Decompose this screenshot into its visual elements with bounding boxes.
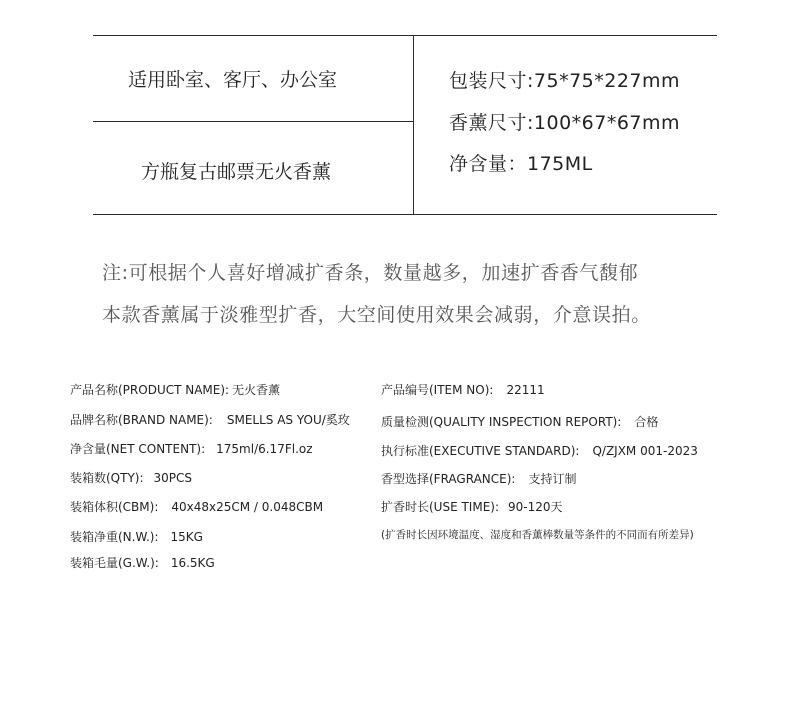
note-line-1: 注:可根据个人喜好增减扩香条，数量越多，加速扩香香气馥郁 (102, 262, 639, 284)
table-top-border (93, 35, 717, 36)
info-value: 22111 (506, 383, 545, 397)
spec-table (93, 35, 717, 215)
info-item (381, 470, 576, 487)
info-item (381, 442, 698, 459)
net-content: 净含量：175ML (449, 153, 593, 175)
use-time-footnote: (扩香时长因环境温度、湿度和香薰棒数量等条件的不同而有所差异) (381, 529, 694, 541)
info-label: 装箱毛量(G.W.): (70, 556, 159, 570)
info-value: 175ml/6.17Fl.oz (216, 442, 313, 456)
info-value: 30PCS (153, 471, 193, 485)
info-label: 执行标准(EXECUTIVE STANDARD): (381, 444, 580, 458)
usage-scenes: 适用卧室、客厅、办公室 (128, 69, 338, 91)
package-size: 包装尺寸:75*75*227mm (449, 70, 681, 92)
info-label: 品牌名称(BRAND NAME): (70, 413, 213, 427)
info-value: 40x48x25CM / 0.048CBM (171, 500, 324, 514)
info-label: 质量检测(QUALITY INSPECTION REPORT): (381, 415, 622, 429)
info-item (70, 411, 350, 428)
info-label: 装箱数(QTY): (70, 471, 144, 485)
info-item (70, 381, 280, 398)
table-middle-divider (93, 121, 413, 122)
info-label: 装箱体积(CBM): (70, 500, 159, 514)
info-item (70, 498, 323, 515)
info-value: 15KG (170, 530, 203, 544)
info-label: 香型选择(FRAGRANCE): (381, 472, 516, 486)
info-label: 扩香时长(USE TIME): (381, 500, 500, 514)
info-value: 90-120天 (508, 500, 563, 514)
note-line-2: 本款香薰属于淡雅型扩香，大空间使用效果会减弱，介意误拍。 (102, 304, 651, 326)
table-column-divider (413, 35, 414, 215)
info-item (70, 440, 313, 457)
info-label: 装箱净重(N.W.): (70, 530, 159, 544)
table-bottom-border (93, 214, 717, 215)
info-value: 无火香薰 (232, 383, 281, 397)
info-value: 合格 (634, 415, 659, 429)
info-value: SMELLS AS YOU/奚玫 (226, 413, 350, 427)
info-item (70, 528, 203, 545)
info-value: Q/ZJXM 001-2023 (592, 444, 698, 458)
info-label: 净含量(NET CONTENT): (70, 442, 206, 456)
info-value: 16.5KG (170, 556, 215, 570)
info-item (381, 498, 563, 515)
info-item (381, 413, 658, 430)
info-item (381, 381, 545, 398)
info-item (70, 554, 215, 571)
info-label: 产品编号(ITEM NO): (381, 383, 494, 397)
info-value: 支持订制 (528, 472, 577, 486)
info-item (70, 469, 192, 486)
diffuser-size: 香薰尺寸:100*67*67mm (449, 112, 681, 134)
product-title: 方瓶复古邮票无火香薰 (141, 161, 332, 183)
info-label: 产品名称(PRODUCT NAME): (70, 383, 230, 397)
